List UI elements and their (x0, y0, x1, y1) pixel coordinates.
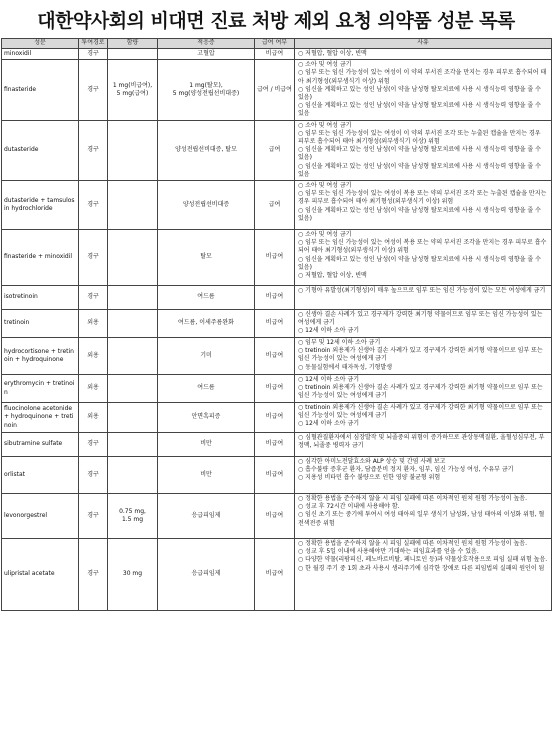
reason-item: ○ 임부 또는 임신 가능성이 있는 여성이 복용 또는 약의 부서진 조각 또는 누출된 캡슐을 만지는 경우 피부로 흡수되어 태아 최기형성(외부생식기 이상) 위험 (298, 190, 547, 206)
cell-indication: 응급피임제 (158, 539, 255, 611)
reason-item: ○ 임부 및 12세 이하 소아 금기 (298, 339, 381, 347)
reason-item: ○ 다양한 약물(리팜피신, 페노바르비탈, 페니토인 등)과 약물상호작용으로 피임 실패 위험 높음. (298, 556, 548, 564)
cell-reason (295, 494, 552, 539)
cell-coverage: 급여 (255, 181, 295, 230)
cell-coverage: 급여 / 비급여 (255, 60, 295, 120)
reason-item: ○ tretinoin 외용제가 신생아 결손 사례가 있고 경구제가 강력한 최기형 약물이므로 임부 또는 임신 가능성이 있는 여성에게 금기 (298, 404, 543, 420)
reason-item: ○ 임신을 계획하고 있는 성인 남성(이 약을 남성형 탈모치료에 사용 시 생식능력 영향을 줄 수 있음 (298, 162, 541, 178)
cell-indication: 탈모 (158, 230, 255, 286)
cell-coverage: 비급여 (255, 457, 295, 494)
cell-route: 경구 (79, 181, 108, 230)
cell-coverage: 비급여 (255, 433, 295, 457)
reason-item: ○ 임부 또는 임신 가능성이 있는 여성이 이 약의 부서진 조각을 만지는 경우 피부로 흡수되어 태아 최기형성(외부생식기 이상) 위험 (298, 69, 547, 85)
cell-reason (295, 60, 552, 120)
table-row (2, 181, 552, 230)
reason-item: ○ 임부 또는 임신 가능성이 있는 여성이 복용 또는 약의 부서진 조각을 만지는 경우 피부로 흡수되어 태아 최기형성(외부생식기 이상) 위험 (298, 239, 547, 255)
cell-ingredient: hydrocortisone + tretinoin + hydroquinone (2, 338, 79, 375)
reason-item: ○ 한 월경 주기 중 1회 초과 사용시 생리주기에 심각한 장애로 다른 피임법의 실패의 원인이 됨 (298, 564, 545, 572)
cell-coverage: 비급여 (255, 286, 295, 310)
cell-reason (295, 120, 552, 180)
header-route: 투여경로 (79, 39, 108, 49)
cell-indication: 고혈압 (158, 49, 255, 60)
cell-indication: 응급피임제 (158, 494, 255, 539)
cell-dose: 0.75 mg, 1.5 mg (108, 494, 158, 539)
cell-ingredient: minoxidil (2, 49, 79, 60)
table-row (2, 338, 552, 375)
table-header-row (2, 39, 552, 49)
cell-reason (295, 230, 552, 286)
cell-coverage: 비급여 (255, 230, 295, 286)
cell-route: 경구 (79, 49, 108, 60)
header-dose: 함량 (108, 39, 158, 49)
table-row (2, 375, 552, 403)
cell-reason (295, 403, 552, 433)
reason-item: ○ 소아 및 여성 금기 (298, 61, 352, 69)
cell-ingredient: sibutramine sulfate (2, 433, 79, 457)
cell-indication: 여드름, 이세주름완화 (158, 310, 255, 338)
cell-route: 외용 (79, 310, 108, 338)
cell-route: 경구 (79, 494, 108, 539)
header-indication: 적응증 (158, 39, 255, 49)
cell-ingredient: dutasteride + tamsulosin hydrochloride (2, 181, 79, 230)
cell-route: 경구 (79, 60, 108, 120)
table-row (2, 457, 552, 494)
cell-reason (295, 49, 552, 60)
cell-dose (108, 433, 158, 457)
reason-item: ○ 신생아 결손 사례가 있고 경구제가 강력한 최기형 약물이므로 임부 또는 임신 가능성이 있는 여성에게 금기 (298, 311, 543, 327)
cell-indication: 여드름 (158, 286, 255, 310)
cell-reason (295, 310, 552, 338)
cell-reason (295, 286, 552, 310)
cell-dose (108, 181, 158, 230)
cell-coverage: 비급여 (255, 310, 295, 338)
cell-dose: 30 mg (108, 539, 158, 611)
reason-item: ○ 흡수불량 증후군 환자, 담즙분비 정지 환자, 임부, 임신 가능성 여성, 수유부 금기 (298, 466, 514, 474)
header-ingredient: 성분 (2, 39, 79, 49)
reason-item: ○ 임신을 계획하고 있는 성인 남성(이 약을 남성형 탈모치료에 사용 시 생식능력 영향을 줄 수 있음) (298, 85, 541, 102)
reason-item: ○ 12세 이하 소아 금기 (298, 327, 360, 335)
cell-reason (295, 375, 552, 403)
table-row (2, 433, 552, 457)
table-row (2, 60, 552, 120)
cell-ingredient: dutasteride (2, 120, 79, 180)
cell-dose (108, 310, 158, 338)
reason-item: ○ 소아 및 여성 금기 (298, 121, 352, 129)
drug-table (1, 38, 552, 611)
cell-ingredient: tretinoin (2, 310, 79, 338)
reason-item: ○ 저혈압, 혈압 이상, 빈맥 (298, 50, 367, 57)
cell-coverage: 비급여 (255, 49, 295, 60)
reason-item: ○ 정확한 용법을 준수하지 않을 시 피임 실패에 따른 이차적인 원치 원험 가능성이 높음. (298, 495, 528, 503)
cell-dose (108, 338, 158, 375)
cell-coverage: 비급여 (255, 494, 295, 539)
cell-dose: 1 mg(비급여), 5 mg(급여) (108, 60, 158, 120)
reason-item: ○ 소아 및 여성 금기 (298, 231, 352, 239)
table-row (2, 403, 552, 433)
reason-item: ○ 임신을 계획하고 있는 성인 남성(이 약을 남성형 탈모치료에 사용 시 생식능력 영향을 줄 수 있음) (298, 206, 541, 222)
cell-ingredient: erythromycin + tretinoin (2, 375, 79, 403)
reason-item: ○ 성교 후 72시간 이내에 사용해야 함. (298, 503, 400, 511)
cell-route: 외용 (79, 403, 108, 433)
cell-dose (108, 49, 158, 60)
cell-dose (108, 403, 158, 433)
cell-coverage: 비급여 (255, 539, 295, 611)
cell-route: 경구 (79, 286, 108, 310)
reason-item: ○ 지용성 비타민 흡수 불량으로 인한 영양 불균형 위험 (298, 474, 441, 482)
reason-item: ○ 소아 및 여성 금기 (298, 182, 352, 190)
cell-route: 경구 (79, 433, 108, 457)
reason-item: ○ 심혈관질환자에서 심장발작 및 뇌졸중의 위험이 증가하므로 관상동맥질환, 울혈성심부전, 부정맥, 뇌졸중 병력자 금기 (298, 434, 545, 450)
table-row (2, 120, 552, 180)
reason-item: ○ tretinoin 외용제가 신생아 결손 사례가 있고 경구제가 강력한 최기형 약물이므로 임부 또는 임신 가능성이 있는 여성에게 금기 (298, 347, 543, 363)
cell-reason (295, 338, 552, 375)
table-row (2, 539, 552, 611)
cell-ingredient: orlistat (2, 457, 79, 494)
cell-indication: 여드름 (158, 375, 255, 403)
cell-dose (108, 375, 158, 403)
cell-coverage: 비급여 (255, 403, 295, 433)
cell-dose (108, 230, 158, 286)
reason-item: ○ 기형아 유발성(최기형성)이 매우 높으므로 임부 또는 임신 가능성이 있는 모든 여성에게 금기 (298, 287, 546, 295)
cell-dose (108, 120, 158, 180)
reason-item: ○ 12세 이하 소아 금기 (298, 420, 360, 428)
cell-coverage: 급여 (255, 120, 295, 180)
cell-route: 외용 (79, 338, 108, 375)
cell-reason (295, 539, 552, 611)
cell-indication: 1 mg(탈모), 5 mg(양성전립선비대증) (158, 60, 255, 120)
cell-ingredient: finasteride + minoxidil (2, 230, 79, 286)
cell-indication: 양성전립선비대증 (158, 181, 255, 230)
cell-reason (295, 433, 552, 457)
table-row (2, 49, 552, 60)
reason-item: ○ 성교 후 5일 이내에 사용해야만 기대하는 피임효과를 얻을 수 있음. (298, 548, 479, 556)
cell-indication: 양성전립선비대증, 탈모 (158, 120, 255, 180)
cell-coverage: 비급여 (255, 338, 295, 375)
cell-route: 외용 (79, 375, 108, 403)
header-coverage: 급여 여부 (255, 39, 295, 49)
cell-route: 경구 (79, 539, 108, 611)
header-reason: 사유 (295, 39, 552, 49)
cell-ingredient: ulipristal acetate (2, 539, 79, 611)
cell-indication: 비만 (158, 457, 255, 494)
reason-item: ○ 임신 초기 또는 중기에 투여시 여성 태아의 일부 생식기 남성화, 남성 태아의 이성화 위험, 혈전색전증 위험 (298, 511, 545, 527)
cell-route: 경구 (79, 457, 108, 494)
reason-item: ○ 동물실험에서 태자독성, 기형발생 (298, 363, 393, 371)
cell-dose (108, 286, 158, 310)
table-row (2, 286, 552, 310)
reason-item: ○ 임부 또는 임신 가능성이 있는 여성이 이 약의 부서진 조각 또는 누출된 캡슐을 만지는 경우 피부로 흡수되어 태아 최기형성(외부생식기 이상) 위험 (298, 129, 541, 146)
cell-indication: 안면흑피증 (158, 403, 255, 433)
cell-ingredient: levonorgestrel (2, 494, 79, 539)
cell-ingredient: fluocinolone acetonide + hydroquinone + tretinoin (2, 403, 79, 433)
cell-reason (295, 457, 552, 494)
cell-route: 경구 (79, 120, 108, 180)
reason-item: ○ 임신을 계획하고 있는 성인 남성(이 약을 남성형 탈모치료에 사용 시 생식능력 영향을 줄 수 있음) (298, 146, 541, 162)
reason-item: ○ 12세 이하 소아 금기 (298, 376, 360, 384)
reason-item: ○ tretinoin 외용제가 신생아 결손 사례가 있고 경구제가 강력한 최기형 약물이므로 임부 또는 임신 가능성이 있는 여성에게 금기 (298, 384, 543, 400)
cell-coverage: 비급여 (255, 375, 295, 403)
table-row (2, 230, 552, 286)
page-title: 대한약사회의 비대면 진료 처방 제외 요청 의약품 성분 목록 (37, 9, 515, 32)
reason-item: ○ 심각한 아미노전달효소와 ALP 상승 및 간염 사례 보고 (298, 458, 446, 466)
cell-ingredient: isotretinoin (2, 286, 79, 310)
cell-route: 경구 (79, 230, 108, 286)
reason-item: ○ 임신을 계획하고 있는 성인 남성(이 약을 남성형 탈모치료에 사용 시 생식능력 영향을 줄 수 있음) (298, 255, 541, 271)
table-row (2, 310, 552, 338)
reason-item: ○ 정확한 용법을 준수하지 않을 시 피임 실패에 따른 이차적인 원치 원험 가능성이 높음. (298, 540, 528, 548)
reason-item: ○ 저혈압, 혈압 이상, 빈맥 (298, 272, 367, 280)
reason-item: ○ 임신을 계획하고 있는 성인 남성(이 약을 남성형 탈모치료에 사용 시 생식능력 영향을 줄 수 있음 (298, 102, 541, 118)
cell-indication: 기미 (158, 338, 255, 375)
cell-reason (295, 181, 552, 230)
table-row (2, 494, 552, 539)
cell-ingredient: finasteride (2, 60, 79, 120)
cell-dose (108, 457, 158, 494)
cell-indication: 비만 (158, 433, 255, 457)
